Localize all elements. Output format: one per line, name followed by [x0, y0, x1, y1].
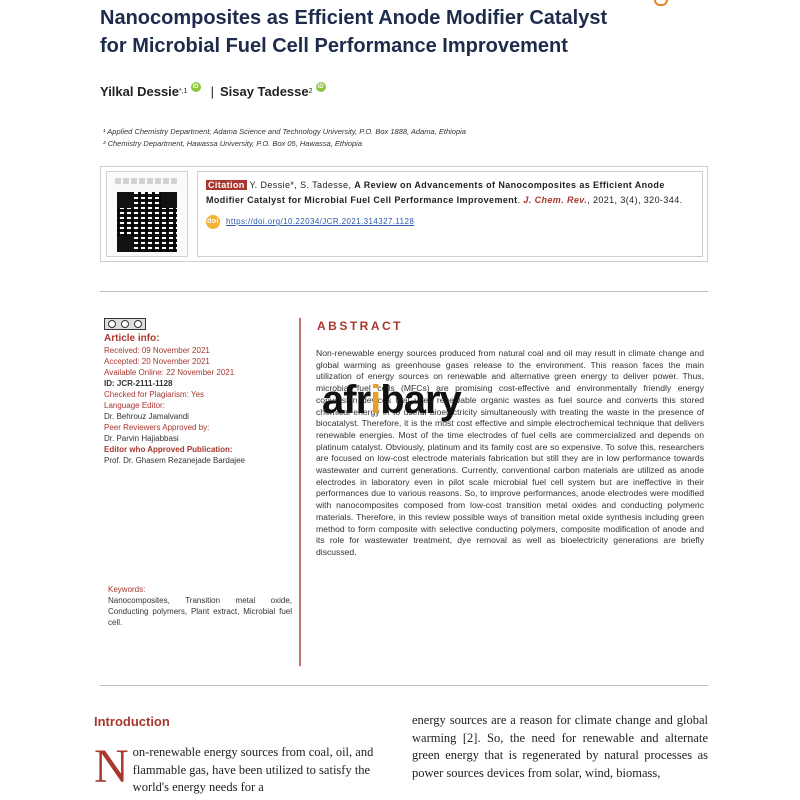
section-divider — [100, 685, 708, 686]
watermark-part: i — [370, 378, 381, 422]
approving-editor-label: Editor who Approved Publication: — [104, 445, 233, 454]
online-date: Available Online: 22 November 2021 — [104, 368, 235, 377]
peer-reviewers-label: Peer Reviewers Approved by: — [104, 423, 210, 432]
affiliation-line: ² Chemistry Department, Hawassa University, P.O. Box 05, Hawassa, Ethiopia — [103, 139, 362, 148]
orcid-icon[interactable]: iD — [192, 84, 199, 90]
author-affiliation-marker: 2 — [308, 87, 313, 95]
qr-code-box — [106, 171, 188, 257]
affiliation-line: ¹ Applied Chemistry Department, Adama Science and Technology University, P.O. Box 1888, Adama, Ethiopia — [103, 127, 466, 136]
citation-volume: 2021, 3(4), 320-344. — [592, 195, 683, 205]
article-info-heading: Article info: — [104, 333, 160, 344]
watermark-part: bary — [380, 378, 461, 422]
qr-code-icon[interactable] — [117, 192, 177, 252]
introduction-text: on-renewable energy sources from coal, oil, and flammable gas, have been utilized to satisfy the world's energy needs for a — [132, 745, 374, 794]
drop-cap: N — [94, 740, 129, 793]
doi-row — [206, 214, 694, 229]
doi-icon: doi — [206, 215, 220, 229]
abstract-heading: ABSTRACT — [317, 319, 403, 333]
citation-authors: Y. Dessie*, S. Tadesse, — [246, 180, 355, 190]
article-title — [100, 4, 720, 60]
peer-reviewer-name: Dr. Parvin Hajiabbasi — [104, 434, 179, 443]
article-id: ID: JCR-2111-1128 — [104, 379, 173, 388]
article-title-line-2: for Microbial Fuel Cell Performance Improvement — [100, 35, 568, 57]
keywords-heading: Keywords: — [108, 585, 146, 594]
language-editor-name: Dr. Behrouz Jamalvandi — [104, 412, 189, 421]
citation-panel — [100, 166, 708, 262]
accepted-date: Accepted: 20 November 2021 — [104, 357, 210, 366]
section-divider — [100, 291, 708, 292]
received-date: Received: 09 November 2021 — [104, 346, 210, 355]
column-divider — [299, 318, 301, 666]
introduction-heading: Introduction — [94, 714, 170, 729]
creative-commons-license-icon[interactable] — [104, 318, 146, 330]
language-editor-label: Language Editor: — [104, 401, 165, 410]
doi-link[interactable]: https://doi.org/10.22034/JCR.2021.314327.1128 — [226, 217, 415, 226]
qr-caption-decoration — [115, 178, 179, 184]
author-name: Sisay Tadesse — [219, 83, 309, 99]
author-separator: | — [210, 83, 214, 99]
article-title-line-1: Nanocomposites as Efficient Anode Modifier Catalyst — [100, 7, 608, 29]
keywords-text: Nanocomposites, Transition metal oxide, Conducting polymers, Plant extract, Microbial fuel cell. — [108, 596, 292, 627]
author-list — [100, 82, 330, 100]
citation-journal: J. Chem. Rev. — [523, 195, 588, 205]
plagiarism-check: Checked for Plagiarism: Yes — [104, 390, 205, 399]
keywords-panel — [108, 584, 292, 628]
orcid-icon[interactable]: iD — [317, 84, 324, 90]
introduction-right-column: energy sources are a reason for climate change and global warming [2]. So, the need for renewable and alternate green energy that is regenerated by natural processes as power sources devices from solar, wind, biomass, — [412, 713, 708, 780]
citation-title: A Review on Advancements of Nanocomposites as Efficient Anode Modifier Catalyst for Microbial Fuel Cell Performance Improvement — [206, 180, 665, 205]
citation-label: Citation — [208, 180, 245, 190]
author-affiliation-marker: *,1 — [179, 87, 188, 95]
watermark-logo — [322, 378, 461, 422]
approving-editor-name: Prof. Dr. Ghasem Rezanejade Bardajee — [104, 456, 245, 465]
abstract-text: Non-renewable energy sources produced from natural coal and oil may result in climate change and global warming as greenhouse gases release to the environment. This reason faces the main utilization of energy sources on renewable and alternative green energy to deliver power. Thus, microbial fuel cells (MFCs) are promising cost-effective and environmentally friendly energy conversion devices that uses renewable organic wastes as fuel source and converts this stored chemical energy in to useful bioelectricity simultaneously with treating the waste in the presence of biocatalyst. Therefore, it is the most cost effective and simple electrochemical technique that delivers renewable energies. Most of the time electrodes of fuel cells are commercialized and depends on platinum catalyst. Obviously, platinum and its family cost are so expensive. To solve this, researchers are focused on low-cost electrode materials fabrication but still they are in low performance towards wastewater and current generations. Currently, conventional carbon materials are utilized as anode electrodes in laboratory even in pilot scale microbial fuel cell system but are ineffective in their performances due to various reasons. So, to improve performances, anode electrodes were modified with nanocomposites composed from low-cost transition metal oxides and conducting polymeric materials. Therefore, in this review possible ways of transition metal oxide synthesis including green method to form composite with selective conducting polymers, composite modification of anode and its role for wastewater treatment, dye removal as well as bioelectricity generations are briefly discussed. — [316, 348, 704, 557]
article-info-panel — [104, 318, 290, 466]
author-name: Yilkal Dessie — [100, 83, 180, 99]
introduction-left-column — [94, 740, 390, 797]
watermark-part: afr — [322, 378, 371, 422]
affiliations — [103, 126, 466, 150]
citation-box: Citation Y. Dessie*, S. Tadesse, A Review on Advancements of Nanocomposites as Efficient Anode Modifier Catalyst for Microbial Fuel Cell Performance Improvement. J. Chem. Rev., 2021, 3(4), 320-344. doi https://doi.org/10.22034/JCR.2021.314327.1128 — [197, 171, 703, 257]
